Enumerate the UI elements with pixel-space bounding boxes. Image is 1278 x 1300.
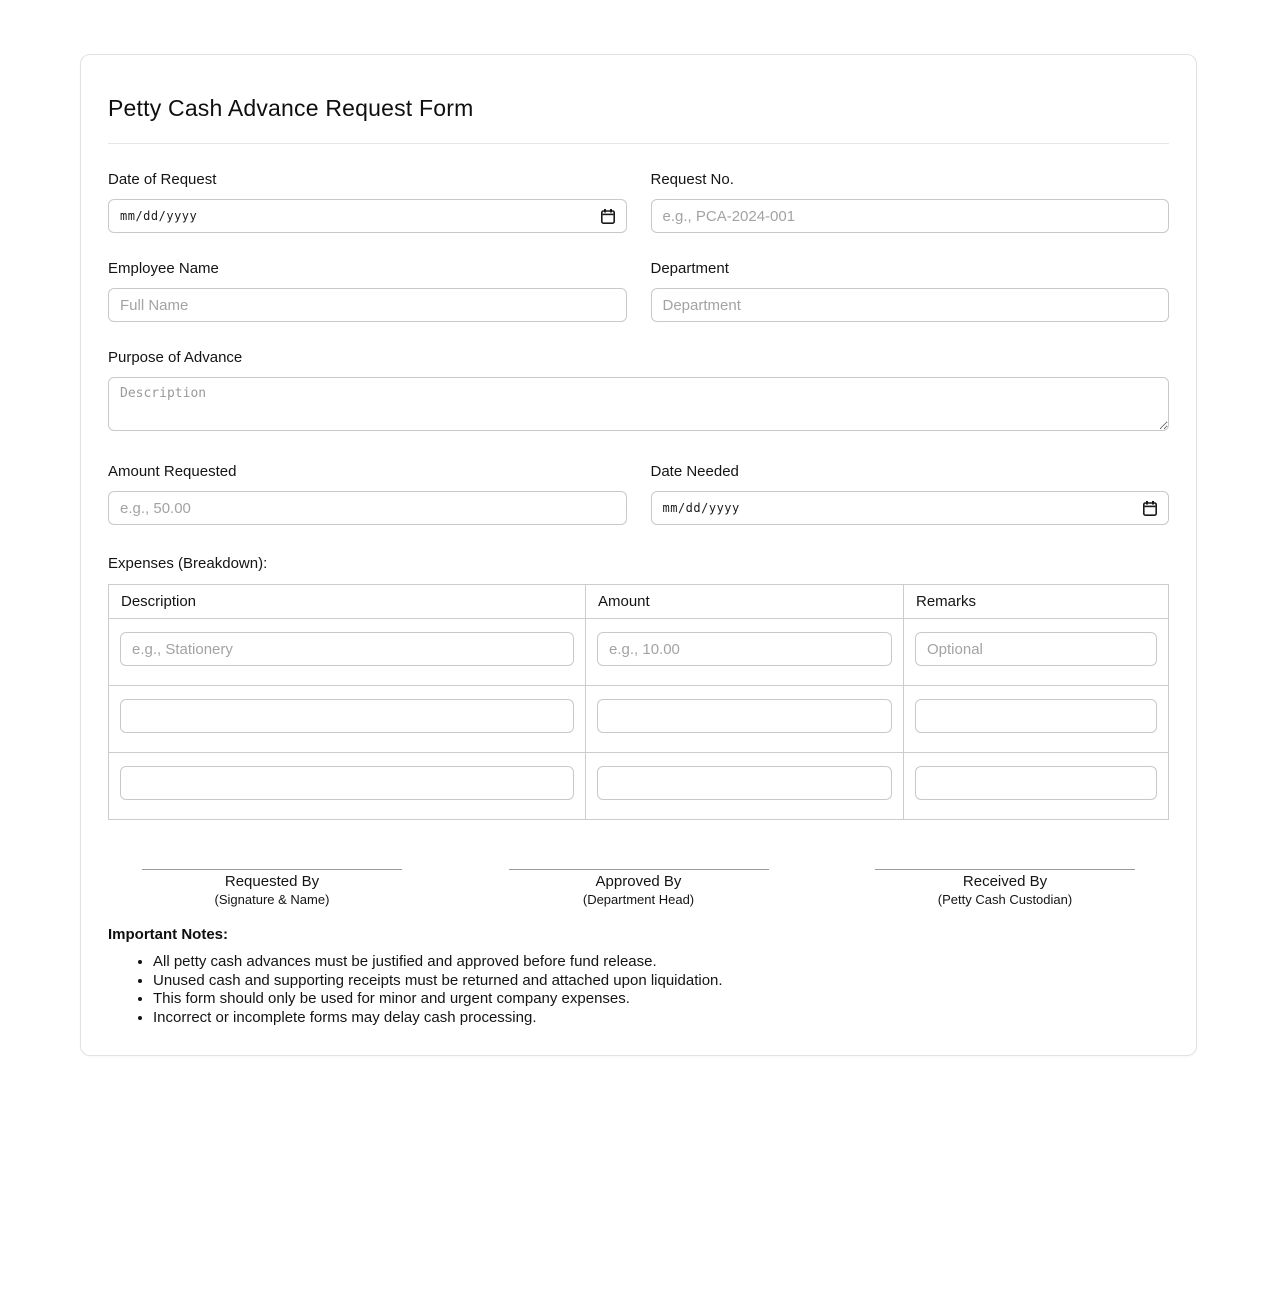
field-date-of-request xyxy=(108,171,627,233)
date-placeholder-text: mm/dd/yyyy xyxy=(120,209,198,223)
title-divider xyxy=(108,143,1169,144)
note-item: • Incorrect or incomplete forms may delay cash processing. xyxy=(153,1009,1169,1028)
expense-remarks-input-1[interactable] xyxy=(915,632,1157,666)
expense-remarks-input-3[interactable] xyxy=(915,766,1157,800)
employee-name-label: Employee Name xyxy=(108,260,219,277)
expense-cell xyxy=(109,619,586,686)
expense-cell xyxy=(904,619,1169,686)
calendar-icon[interactable] xyxy=(601,209,615,224)
expense-row-2 xyxy=(109,686,1169,753)
field-row-amount-date xyxy=(108,463,1169,525)
signature-subtitle: (Signature & Name) xyxy=(214,892,330,907)
field-row-employee-department xyxy=(108,260,1169,322)
expense-cell xyxy=(586,686,904,753)
request-no-input[interactable] xyxy=(651,199,1170,233)
expenses-header-amount: Amount xyxy=(586,585,904,619)
calendar-icon[interactable] xyxy=(1143,501,1157,516)
department-label: Department xyxy=(650,260,729,277)
amount-requested-label: Amount Requested xyxy=(108,463,237,480)
note-item: • This form should only be used for minor and urgent company expenses. xyxy=(153,990,1169,1009)
field-purpose xyxy=(108,349,1169,436)
field-request-no xyxy=(651,171,1170,233)
expense-description-input-1[interactable] xyxy=(120,632,574,666)
expense-cell xyxy=(586,619,904,686)
expense-cell xyxy=(586,753,904,820)
field-date-needed xyxy=(651,463,1170,525)
purpose-textarea[interactable] xyxy=(108,377,1169,431)
expenses-section xyxy=(108,555,1169,820)
notes-list xyxy=(108,953,1169,1027)
request-no-label: Request No. xyxy=(650,171,734,188)
expenses-header-description: Description xyxy=(109,585,586,619)
expense-cell xyxy=(904,753,1169,820)
date-placeholder-text: mm/dd/yyyy xyxy=(662,501,740,515)
notes-heading: Important Notes: xyxy=(108,926,228,943)
date-of-request-input[interactable] xyxy=(108,199,627,233)
expense-amount-input-3[interactable] xyxy=(597,766,892,800)
expense-amount-input-1[interactable] xyxy=(597,632,892,666)
signature-requested-by xyxy=(142,869,402,907)
amount-requested-input[interactable] xyxy=(108,491,627,525)
signature-title: Approved By xyxy=(595,873,682,890)
signature-subtitle: (Department Head) xyxy=(582,892,695,907)
purpose-label: Purpose of Advance xyxy=(108,349,243,366)
signature-received-by xyxy=(875,869,1135,907)
note-item: • All petty cash advances must be justified and approved before fund release. xyxy=(153,953,1169,972)
expense-description-input-3[interactable] xyxy=(120,766,574,800)
form-title: Petty Cash Advance Request Form xyxy=(108,95,474,121)
date-needed-label: Date Needed xyxy=(650,463,739,480)
date-needed-input[interactable] xyxy=(651,491,1170,525)
note-item: • Unused cash and supporting receipts must be returned and attached upon liquidation. xyxy=(153,972,1169,991)
field-row-purpose xyxy=(108,349,1169,436)
expense-cell xyxy=(109,753,586,820)
department-input[interactable] xyxy=(651,288,1170,322)
field-amount-requested xyxy=(108,463,627,525)
expenses-table xyxy=(108,584,1169,820)
field-employee-name xyxy=(108,260,627,322)
expense-row-1 xyxy=(109,619,1169,686)
signature-title: Received By xyxy=(962,873,1048,890)
field-department xyxy=(651,260,1170,322)
expense-description-input-2[interactable] xyxy=(120,699,574,733)
expense-row-3 xyxy=(109,753,1169,820)
expenses-label: Expenses (Breakdown): xyxy=(108,555,268,572)
signature-subtitle: (Petty Cash Custodian) xyxy=(937,892,1073,907)
notes-section xyxy=(108,926,1169,1027)
signature-approved-by xyxy=(509,869,769,907)
signatures-section xyxy=(108,869,1169,907)
expenses-header-row xyxy=(109,585,1169,619)
expense-cell xyxy=(904,686,1169,753)
signature-title: Requested By xyxy=(224,873,320,890)
expense-amount-input-2[interactable] xyxy=(597,699,892,733)
expense-remarks-input-2[interactable] xyxy=(915,699,1157,733)
date-of-request-label: Date of Request xyxy=(108,171,217,188)
employee-name-input[interactable] xyxy=(108,288,627,322)
field-row-date-request xyxy=(108,171,1169,233)
form-card xyxy=(80,54,1197,1056)
expense-cell xyxy=(109,686,586,753)
expenses-header-remarks: Remarks xyxy=(904,585,1169,619)
